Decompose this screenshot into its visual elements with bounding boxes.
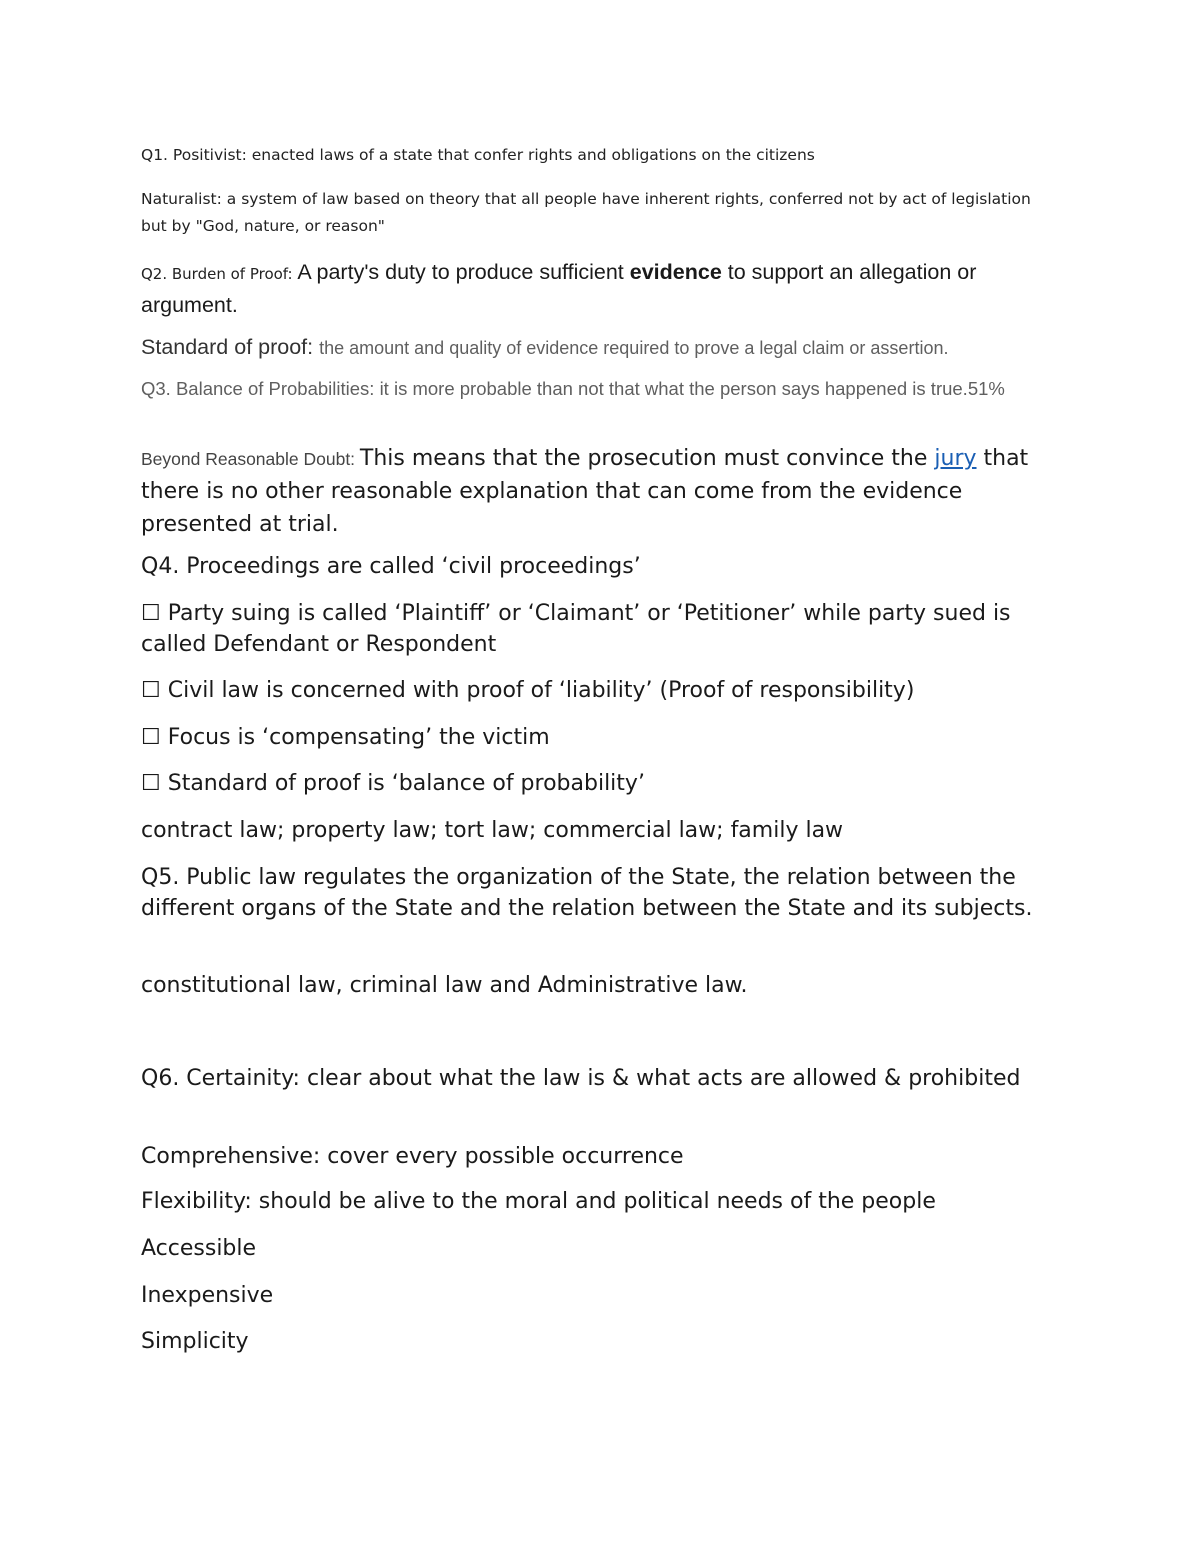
q2-burden-label: Q2. Burden of Proof: — [141, 265, 298, 283]
q4-bullet-text: Civil law is concerned with proof of ‘liability’ (Proof of responsibility) — [167, 678, 915, 703]
q3-beyond-text-a: This means that the prosecution must convince the — [359, 446, 935, 471]
checkbox-icon: ☐ — [141, 678, 161, 703]
q4-bullet-text: Focus is ‘compensating’ the victim — [167, 725, 550, 750]
q2-standard-text: the amount and quality of evidence required to prove a legal claim or assertion. — [319, 338, 949, 358]
q3-beyond-text-b: that there is no other reasonable explanation that can come from the evidence presented at trial. — [141, 446, 1029, 537]
q1-naturalist-text: a system of law based on theory that all people have inherent rights, conferred not by act of legislation but by "God, nature, or reason" — [141, 190, 1031, 235]
q1-positivist — [141, 142, 1061, 169]
q6-accessible: Accessible — [141, 1236, 257, 1261]
q1-naturalist — [141, 186, 1061, 240]
q4-bullet-text: Standard of proof is ‘balance of probability’ — [167, 771, 645, 796]
q3-beyond — [141, 443, 1061, 542]
q4-bullet-1 — [141, 598, 1061, 660]
q2-burden-text-b: to support an allegation or argument. — [141, 260, 977, 317]
checkbox-icon: ☐ — [141, 771, 161, 796]
q1-positivist-text: enacted laws of a state that confer rights and obligations on the citizens — [246, 146, 815, 164]
q6-inexpensive: Inexpensive — [141, 1283, 274, 1308]
q5-examples: constitutional law, criminal law and Administrative law. — [141, 973, 748, 998]
checkbox-icon: ☐ — [141, 601, 161, 626]
q4-bullet-2 — [141, 675, 1061, 706]
q4-bullet-text: Party suing is called ‘Plaintiff’ or ‘Claimant’ or ‘Petitioner’ while party sued is called Defendant or Respondent — [141, 601, 1011, 657]
q4-examples: contract law; property law; tort law; commercial law; family law — [141, 818, 844, 843]
q6-certainty: Q6. Certainity: clear about what the law is & what acts are allowed & prohibited — [141, 1066, 1021, 1091]
q5-text: Q5. Public law regulates the organization of the State, the relation between the different organs of the State and the relation between the State and its subjects. — [141, 865, 1033, 921]
q6-flexibility: Flexibility: should be alive to the moral and political needs of the people — [141, 1189, 936, 1214]
q4-bullet-3 — [141, 722, 1061, 753]
checkbox-icon: ☐ — [141, 725, 161, 750]
q1-positivist-label: Q1. Positivist: — [141, 146, 247, 164]
q6-simplicity: Simplicity — [141, 1329, 249, 1354]
q6-comprehensive: Comprehensive: cover every possible occurrence — [141, 1144, 684, 1169]
q3-balance: Q3. Balance of Probabilities: it is more probable than not that what the person says happened is true.51% — [141, 378, 1005, 399]
q2-burden-bold: evidence — [629, 260, 722, 284]
q3-beyond-label: Beyond Reasonable Doubt: — [141, 449, 360, 469]
jury-link[interactable]: jury — [934, 446, 977, 471]
q2-burden-text-a: A party's duty to produce sufficient — [297, 260, 630, 284]
q2-standard-label: Standard of proof: — [141, 335, 320, 359]
q4-heading: Q4. Proceedings are called ‘civil proceedings’ — [141, 554, 641, 579]
q2-burden — [141, 257, 1061, 323]
q4-bullet-4 — [141, 768, 1061, 799]
q1-naturalist-label: Naturalist: — [141, 190, 222, 208]
q2-standard — [141, 332, 1061, 365]
